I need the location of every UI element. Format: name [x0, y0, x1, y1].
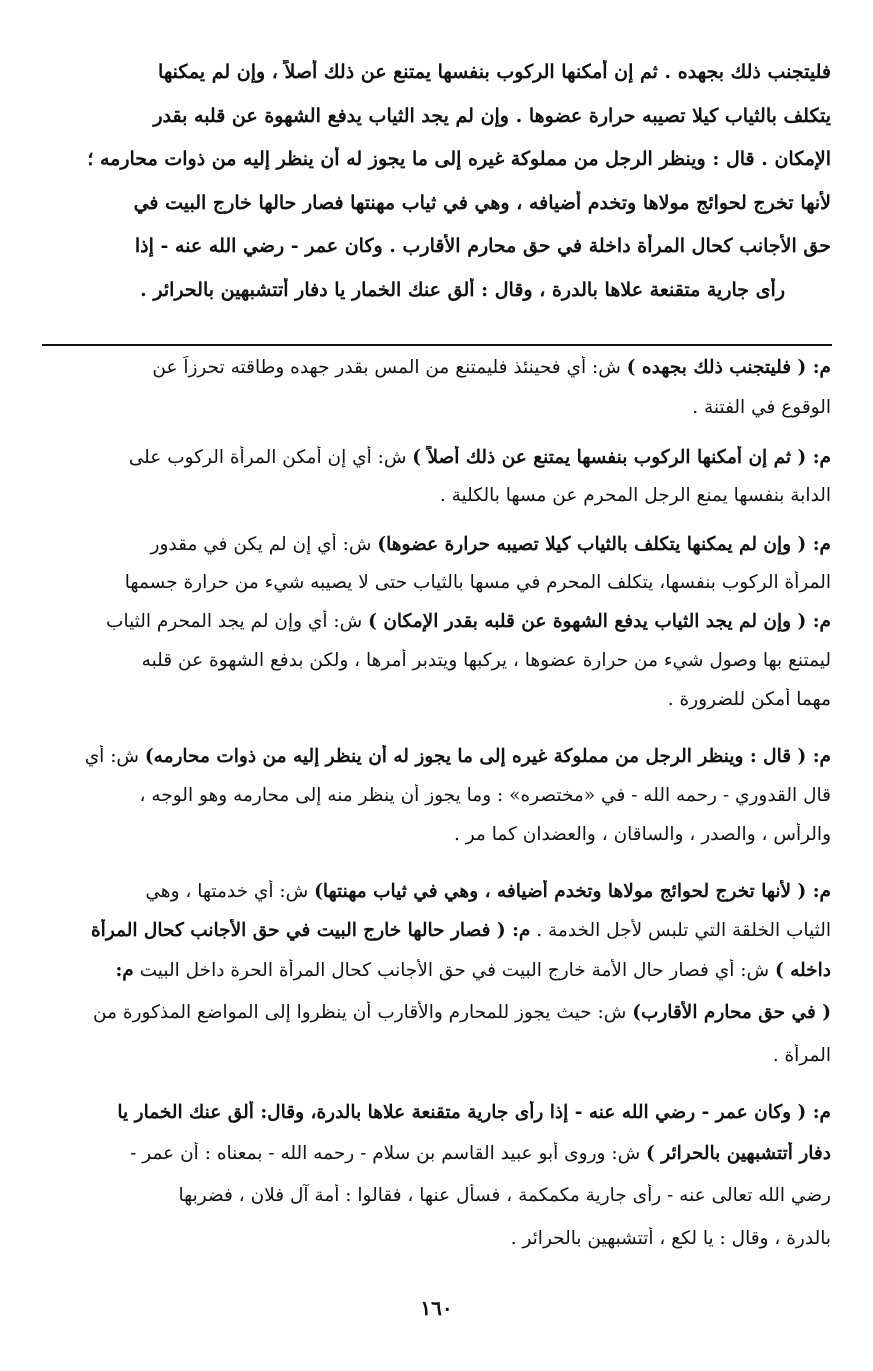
- main-line: فليتجنب ذلك بجهده . ثم إن أمكنها الركوب بنفسها يمتنع عن ذلك أصلاً ، وإن لم يمكنها: [158, 61, 831, 83]
- commentary-line: قال القدوري - رحمه الله - في «مختصره» : وما يجوز أن ينظر منه إلى محارمه وهو الوجه ،: [139, 785, 831, 806]
- commentary-line: م: ( لأنها تخرج لحوائج مولاها وتخدم أضيافه ، وهي في ثياب مهنتها) ش: أي خدمتها ، وهي: [145, 881, 831, 902]
- main-line: حق الأجانب كحال المرأة داخلة في حق محارم الأقارب . وكان عمر - رضي الله عنه - إذا: [134, 235, 831, 257]
- commentary-line: دفار أتتشبهين بالحرائر ) ش: وروى أبو عبيد القاسم بن سلام - رحمه الله - بمعناه : أن عمر -: [130, 1143, 831, 1164]
- main-line: رأى جارية متقنعة علاها بالدرة ، وقال : ألق عنك الخمار يا دفار أتتشبهين بالحرائر .: [140, 279, 785, 301]
- separator-line: [42, 344, 832, 346]
- commentary-line: والرأس ، والصدر ، والساقان ، والعضدان كما مر .: [453, 824, 831, 845]
- commentary-line: المرأة .: [772, 1045, 831, 1066]
- commentary-line: داخله ) ش: أي فصار حال الأمة خارج البيت في حق الأجانب كحال المرأة الحرة داخل البيت م:: [115, 960, 831, 981]
- commentary-line: ليمتنع بها وصول شيء من حرارة عضوها ، يركبها ويتدبر أمرها ، ولكن بدفع الشهوة عن قلبه: [141, 650, 831, 671]
- commentary-line: المرأة الركوب بنفسها، يتكلف المحرم في مسها بالثياب حتى لا يصيبه شيء من حرارة جسمها: [124, 572, 831, 593]
- commentary-line: م: ( ثم إن أمكنها الركوب بنفسها يمتنع عن ذلك أصلاً ) ش: أي إن أمكن المرأة الركوب على: [128, 447, 831, 468]
- main-line: لأنها تخرج لحوائج مولاها وتخدم أضيافه ، وهي في ثياب مهنتها فصار حالها خارج البيت في: [133, 192, 831, 214]
- commentary-line: م: ( وإن لم يجد الثياب يدفع الشهوة عن قلبه بقدر الإمكان ) ش: أي وإن لم يجد المحرم الثياب: [106, 611, 831, 632]
- commentary-line: م: ( وإن لم يمكنها يتكلف بالثياب كيلا تصيبه حرارة عضوها) ش: أي إن لم يكن في مقدور: [150, 534, 831, 555]
- commentary-line: رضي الله تعالى عنه - رأى جارية مكمكمة ، فسأل عنها ، فقالوا : أمة آل فلان ، فضربها: [178, 1185, 831, 1206]
- commentary-line: الدابة بنفسها يمنع الرجل المحرم عن مسها بالكلية .: [439, 485, 831, 506]
- commentary-line: مهما أمكن للضرورة .: [667, 689, 831, 710]
- main-line: يتكلف بالثياب كيلا تصيبه حرارة عضوها . وإن لم يجد الثياب يدفع الشهوة عن قلبه بقدر: [153, 105, 831, 127]
- commentary-line: الوقوع في الفتنة .: [692, 397, 831, 418]
- commentary-line: م: ( وكان عمر - رضي الله عنه - إذا رأى جارية متقنعة علاها بالدرة، وقال: ألق عنك الخمار يا: [117, 1102, 831, 1123]
- commentary-line: م: ( فليتجنب ذلك بجهده ) ش: أي فحينئذ فليمتنع من المس بقدر جهده وطاقته تحرزاً عن: [152, 357, 831, 378]
- commentary-line: ( في حق محارم الأقارب) ش: حيث يجوز للمحارم والأقارب أن ينظروا إلى المواضع المذكورة من: [93, 1002, 831, 1023]
- commentary-line: الثياب الخلقة التي تلبس لأجل الخدمة . م: ( فصار حالها خارج البيت في حق الأجانب كحال المرأة: [90, 920, 831, 941]
- commentary-line: م: ( قال : وينظر الرجل من مملوكة غيره إلى ما يجوز له أن ينظر إليه من ذوات محارمه) ش: أي: [84, 746, 831, 767]
- page-number: ١٦٠: [420, 1296, 453, 1320]
- main-line: الإمكان . قال : وينظر الرجل من مملوكة غيره إلى ما يجوز له أن ينظر إليه من ذوات محارمه ؛: [87, 148, 831, 170]
- commentary-line: بالدرة ، وقال : يا لكع ، أتتشبهين بالحرائر .: [510, 1228, 831, 1249]
